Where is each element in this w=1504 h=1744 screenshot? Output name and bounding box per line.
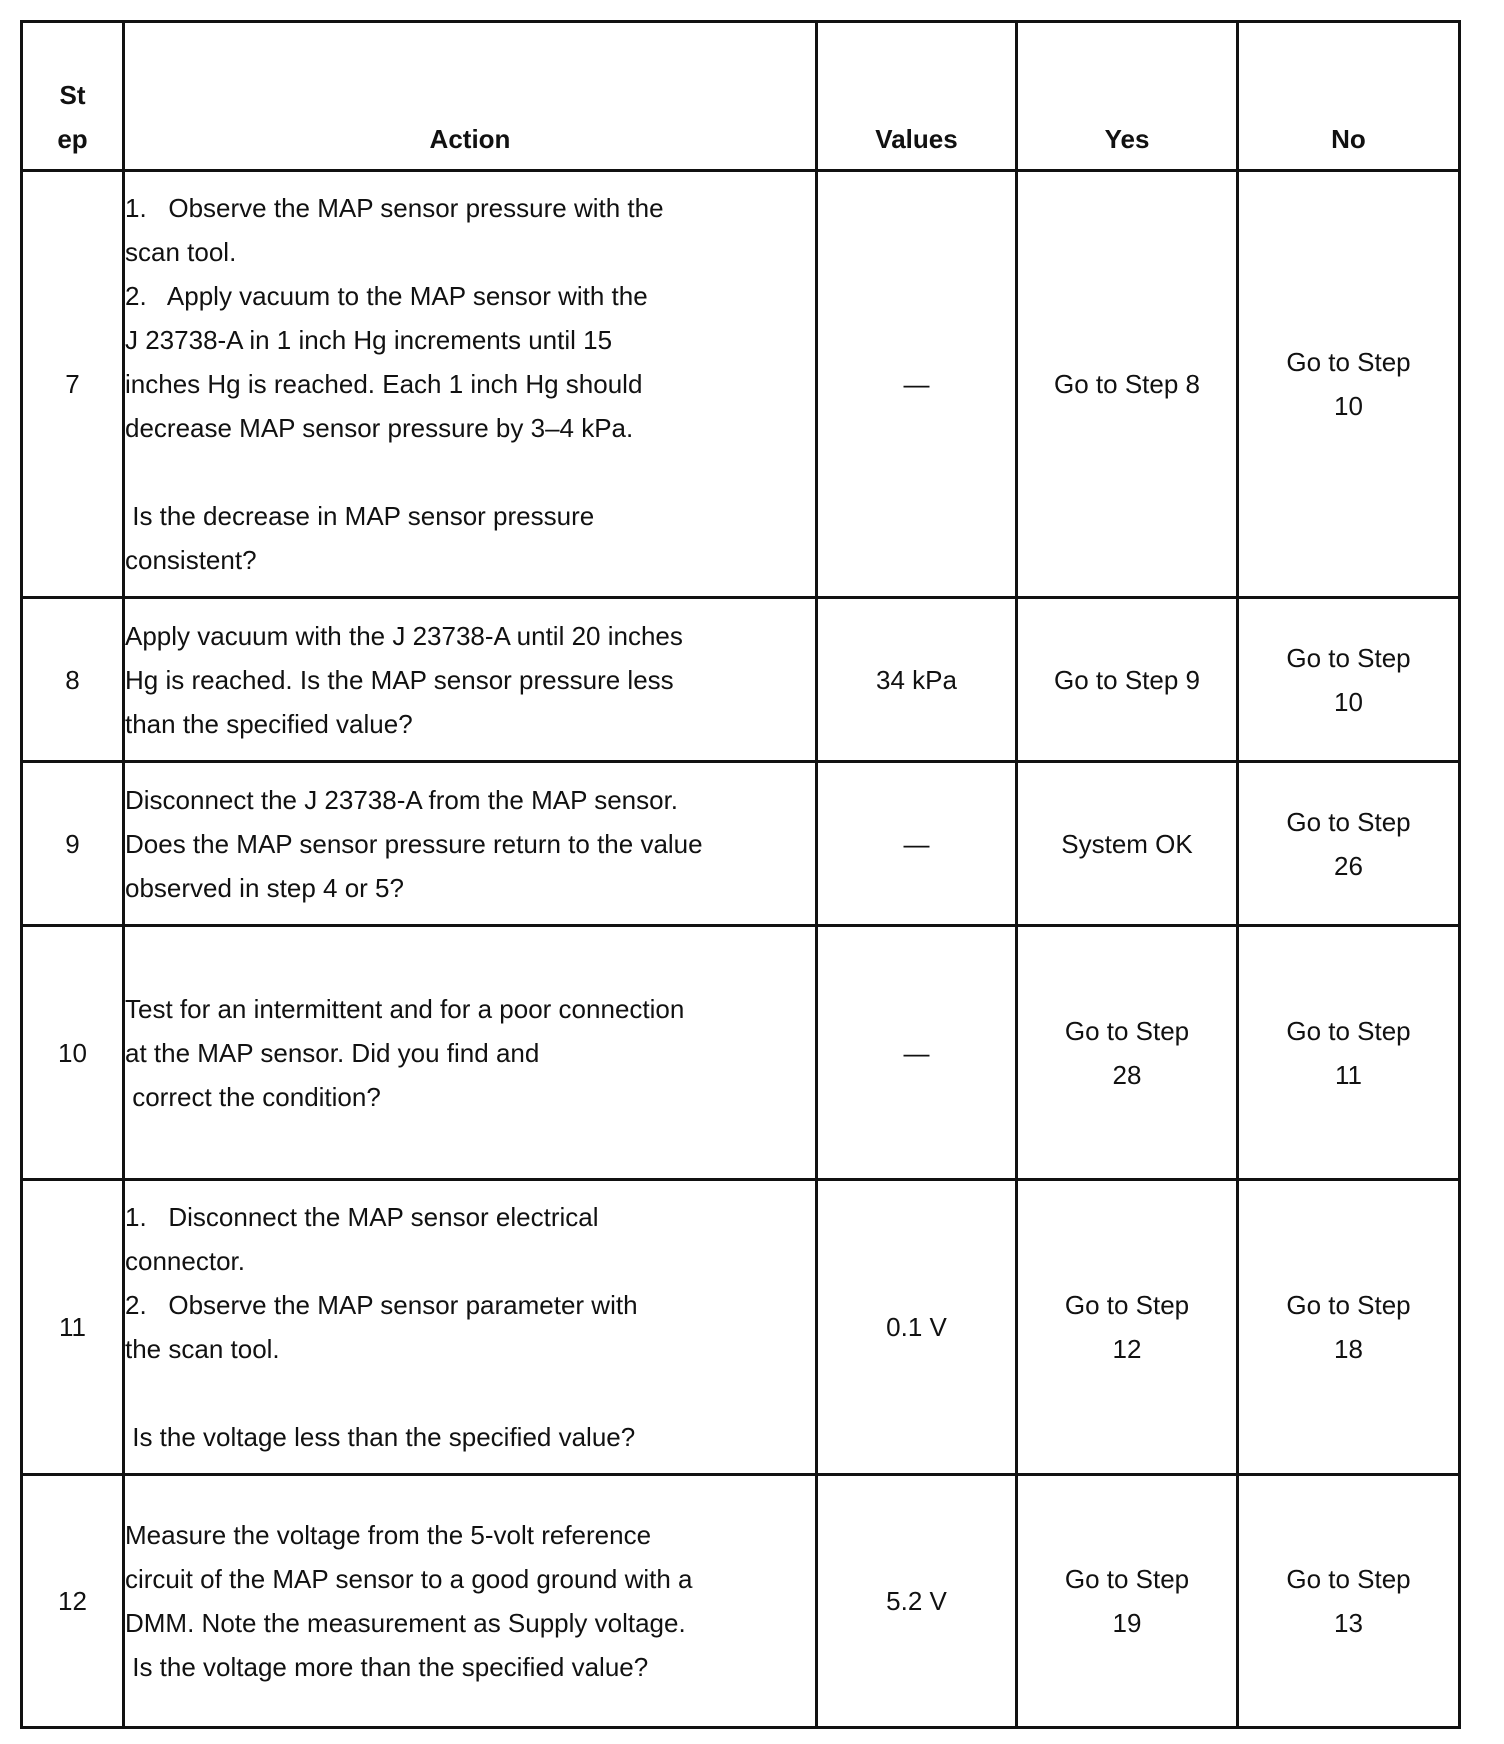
no-outcome-line: 26 — [1334, 850, 1363, 881]
yes-cell — [1017, 598, 1238, 762]
yes-outcome-line: Go to Step — [1064, 1290, 1190, 1320]
table-row — [22, 598, 1460, 762]
yes-outcome-line: Go to Step — [1064, 1564, 1190, 1594]
yes-cell — [1017, 762, 1238, 926]
action-cell — [124, 926, 817, 1180]
no-outcome-line: 13 — [1334, 1608, 1363, 1638]
action-cell — [124, 762, 817, 926]
yes-outcome-line: Go to Step 8 — [1054, 369, 1200, 399]
action-line: Test for an intermittent and for a poor connection — [125, 993, 685, 1024]
no-outcome-line: Go to Step — [1286, 1564, 1411, 1594]
action-cell — [124, 171, 817, 598]
diagnostic-table — [20, 20, 1461, 1729]
no-cell — [1238, 171, 1460, 598]
header-step — [22, 22, 124, 171]
action-line: at the MAP sensor. Did you find and — [125, 1037, 540, 1068]
header-step-line2: ep — [57, 124, 88, 154]
header-step-line1: St — [59, 80, 86, 110]
no-cell — [1238, 598, 1460, 762]
action-line: connector. — [125, 1246, 245, 1276]
no-outcome-line: Go to Step — [1286, 642, 1411, 673]
values-cell: 34 kPa — [817, 598, 1017, 762]
no-cell — [1238, 1475, 1460, 1728]
yes-cell — [1017, 1475, 1238, 1728]
table-row — [22, 762, 1460, 926]
action-line: DMM. Note the measurement as Supply voltage. — [125, 1608, 686, 1638]
yes-outcome-line: Go to Step — [1064, 1015, 1190, 1046]
action-line: Is the decrease in MAP sensor pressure — [125, 501, 595, 531]
no-outcome-line: Go to Step — [1286, 806, 1411, 837]
action-line: 2. Apply vacuum to the MAP sensor with the — [125, 281, 648, 311]
step-number: 9 — [22, 762, 124, 926]
values-cell: — — [817, 171, 1017, 598]
action-line: decrease MAP sensor pressure by 3–4 kPa. — [125, 413, 634, 443]
table-row — [22, 926, 1460, 1180]
header-values: Values — [817, 22, 1017, 171]
action-line — [125, 1371, 815, 1415]
yes-outcome-line: 12 — [1112, 1334, 1142, 1364]
yes-outcome-line: System OK — [1061, 828, 1193, 859]
yes-cell — [1017, 926, 1238, 1180]
action-line: Hg is reached. Is the MAP sensor pressure less — [125, 664, 674, 695]
action-line: observed in step 4 or 5? — [125, 872, 404, 903]
yes-cell — [1017, 1180, 1238, 1475]
no-outcome-line: 10 — [1334, 391, 1363, 421]
action-line: Is the voltage more than the specified value? — [125, 1652, 649, 1682]
yes-outcome-line: 19 — [1112, 1608, 1142, 1638]
no-cell — [1238, 1180, 1460, 1475]
step-number: 11 — [22, 1180, 124, 1475]
header-yes: Yes — [1017, 22, 1238, 171]
step-number: 7 — [22, 171, 124, 598]
no-outcome-line: 10 — [1334, 686, 1363, 717]
action-line: J 23738-A in 1 inch Hg increments until 15 — [125, 325, 613, 355]
action-cell — [124, 598, 817, 762]
header-no: No — [1238, 22, 1460, 171]
values-cell: 0.1 V — [817, 1180, 1017, 1475]
step-number: 10 — [22, 926, 124, 1180]
action-line: the scan tool. — [125, 1334, 280, 1364]
no-outcome-line: Go to Step — [1286, 1015, 1411, 1046]
values-cell: — — [817, 762, 1017, 926]
step-number: 8 — [22, 598, 124, 762]
action-line: Apply vacuum with the J 23738-A until 20 inches — [125, 620, 683, 651]
action-line: Is the voltage less than the specified value? — [125, 1422, 636, 1452]
no-outcome-line: 18 — [1334, 1334, 1363, 1364]
action-line: correct the condition? — [125, 1081, 381, 1112]
action-cell — [124, 1475, 817, 1728]
step-number: 12 — [22, 1475, 124, 1728]
header-action: Action — [124, 22, 817, 171]
action-line: scan tool. — [125, 237, 237, 267]
action-line: Disconnect the J 23738-A from the MAP sensor. — [125, 784, 679, 815]
action-line: consistent? — [125, 545, 257, 575]
action-line: inches Hg is reached. Each 1 inch Hg should — [125, 369, 643, 399]
action-line: circuit of the MAP sensor to a good ground with a — [125, 1564, 693, 1594]
table-row — [22, 1475, 1460, 1728]
yes-cell — [1017, 171, 1238, 598]
action-cell — [124, 1180, 817, 1475]
action-line: 2. Observe the MAP sensor parameter with — [125, 1290, 638, 1320]
table-body — [22, 171, 1460, 1728]
no-outcome-line: 11 — [1335, 1059, 1362, 1090]
action-line: Does the MAP sensor pressure return to the value — [125, 828, 703, 859]
header-row — [22, 22, 1460, 171]
action-line: Measure the voltage from the 5-volt reference — [125, 1520, 652, 1550]
action-line: than the specified value? — [125, 708, 413, 739]
action-line — [125, 450, 815, 494]
table-row — [22, 171, 1460, 598]
action-line: 1. Observe the MAP sensor pressure with the — [125, 193, 664, 223]
diagnostic-table-container — [20, 20, 1458, 1729]
action-line: 1. Disconnect the MAP sensor electrical — [125, 1202, 599, 1232]
no-cell — [1238, 926, 1460, 1180]
values-cell: 5.2 V — [817, 1475, 1017, 1728]
table-row — [22, 1180, 1460, 1475]
no-outcome-line: Go to Step — [1286, 1290, 1411, 1320]
yes-outcome-line: 28 — [1112, 1059, 1142, 1090]
no-cell — [1238, 762, 1460, 926]
yes-outcome-line: Go to Step 9 — [1054, 664, 1200, 695]
no-outcome-line: Go to Step — [1286, 347, 1411, 377]
values-cell: — — [817, 926, 1017, 1180]
